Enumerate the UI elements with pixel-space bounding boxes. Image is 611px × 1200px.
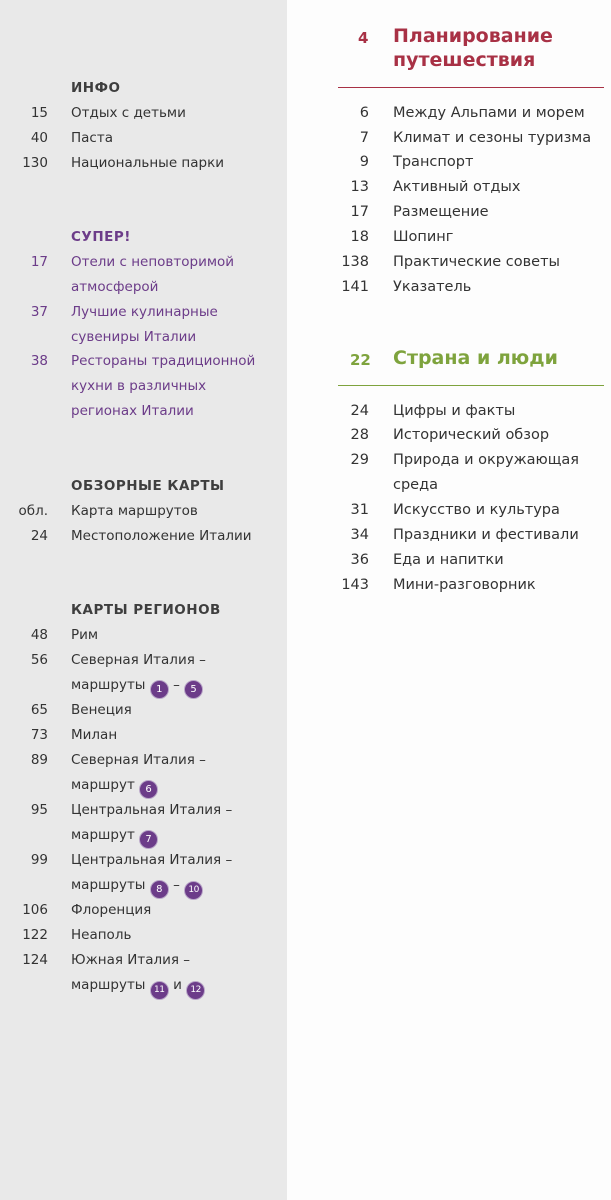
page-number: 7 (359, 130, 369, 146)
route-badge: 6 (139, 780, 158, 799)
page-number: 13 (350, 179, 369, 195)
entry-title: Флоренция (71, 902, 152, 918)
entry-title: Практические советы (393, 254, 560, 270)
page-number: 141 (341, 279, 369, 295)
page-number: 40 (30, 130, 48, 146)
page-number: 89 (30, 752, 48, 768)
entry-title: Мини-разговорник (393, 577, 536, 593)
route-badge: 11 (150, 981, 169, 1000)
page-number: 99 (30, 852, 48, 868)
entry-title: Природа и окружающая среда (393, 452, 579, 493)
info-heading: ИНФО (71, 80, 121, 96)
entry-title: Цифры и факты (393, 403, 516, 419)
page-number: 18 (350, 229, 369, 245)
entry-title: Неаполь (71, 927, 132, 943)
entry-title: Размещение (393, 204, 489, 220)
entry-title: Указатель (393, 279, 472, 295)
page-number: 17 (30, 254, 48, 270)
section-title[interactable]: Страна и люди (393, 347, 558, 369)
entry-title: Рестораны традиционной кухни в различных регионах Италии (71, 353, 256, 419)
entry-title: Национальные парки (71, 155, 225, 171)
page-number: 143 (341, 577, 369, 593)
page-number: 28 (350, 427, 369, 443)
entry-title: Паста (71, 130, 113, 146)
entry-title: Местоположение Италии (71, 528, 252, 544)
page-number: 17 (350, 204, 369, 220)
section-title[interactable]: Планирование путешествия (393, 25, 553, 71)
entry-title: Еда и напитки (393, 552, 504, 568)
entry-title: Южная Италия – маршруты 11 и 12 (71, 948, 281, 1000)
left-column (0, 0, 287, 1200)
entry-title: Милан (71, 727, 118, 743)
route-badge: 1 (150, 680, 169, 699)
overview-maps-heading: ОБЗОРНЫЕ КАРТЫ (71, 478, 225, 494)
entry-title: Искусство и культура (393, 502, 560, 518)
entry-title: Рим (71, 627, 99, 643)
section-page-number: 4 (358, 29, 369, 47)
route-badge: 8 (150, 880, 169, 899)
page-number: 9 (359, 154, 369, 170)
page-number: обл. (18, 503, 48, 519)
page-number: 31 (350, 502, 369, 518)
page-number: 48 (30, 627, 48, 643)
page-number: 106 (22, 902, 48, 918)
page-number: 130 (22, 155, 48, 171)
page-number: 73 (30, 727, 48, 743)
entry-title: Отели с неповторимой атмосферой (71, 254, 235, 295)
entry-title: Между Альпами и морем (393, 105, 585, 121)
entry-title: Карта маршрутов (71, 503, 198, 519)
section-page-number: 22 (350, 351, 371, 369)
section-divider (338, 87, 604, 88)
entry-title: Отдых с детьми (71, 105, 186, 121)
entry-title: Северная Италия – маршрут 6 (71, 748, 281, 799)
entry-title: Северная Италия – маршруты 1 – 5 (71, 648, 281, 699)
page-number: 15 (30, 105, 48, 121)
entry-title: Лучшие кулинарные сувениры Италии (71, 304, 218, 345)
page-number: 6 (359, 105, 369, 121)
entry-title: Транспорт (393, 154, 474, 170)
page-number: 65 (30, 702, 48, 718)
entry-title: Венеция (71, 702, 132, 718)
page-number: 56 (30, 652, 48, 668)
super-heading: СУПЕР! (71, 229, 131, 245)
route-badge: 12 (186, 981, 205, 1000)
page-number: 34 (350, 527, 369, 543)
section-divider (338, 385, 604, 386)
entry-title: Центральная Италия – маршруты 8 – 10 (71, 848, 281, 900)
entry-title: Исторический обзор (393, 427, 550, 443)
route-badge: 10 (184, 881, 203, 900)
page-number: 124 (22, 952, 48, 968)
page-number: 122 (22, 927, 48, 943)
entry-title: Центральная Италия – маршрут 7 (71, 798, 281, 849)
page-number: 95 (30, 802, 48, 818)
region-maps-heading: КАРТЫ РЕГИОНОВ (71, 602, 221, 618)
page-number: 37 (30, 304, 48, 320)
route-badge: 5 (184, 680, 203, 699)
entry-title: Шопинг (393, 229, 454, 245)
page-number: 24 (350, 403, 369, 419)
entry-title: Праздники и фестивали (393, 527, 579, 543)
page-number: 24 (30, 528, 48, 544)
entry-title: Климат и сезоны туризма (393, 130, 592, 146)
page-number: 36 (350, 552, 369, 568)
page-number: 38 (30, 353, 48, 369)
page-number: 138 (341, 254, 369, 270)
route-badge: 7 (139, 830, 158, 849)
page-number: 29 (350, 452, 369, 468)
entry-title: Активный отдых (393, 179, 521, 195)
